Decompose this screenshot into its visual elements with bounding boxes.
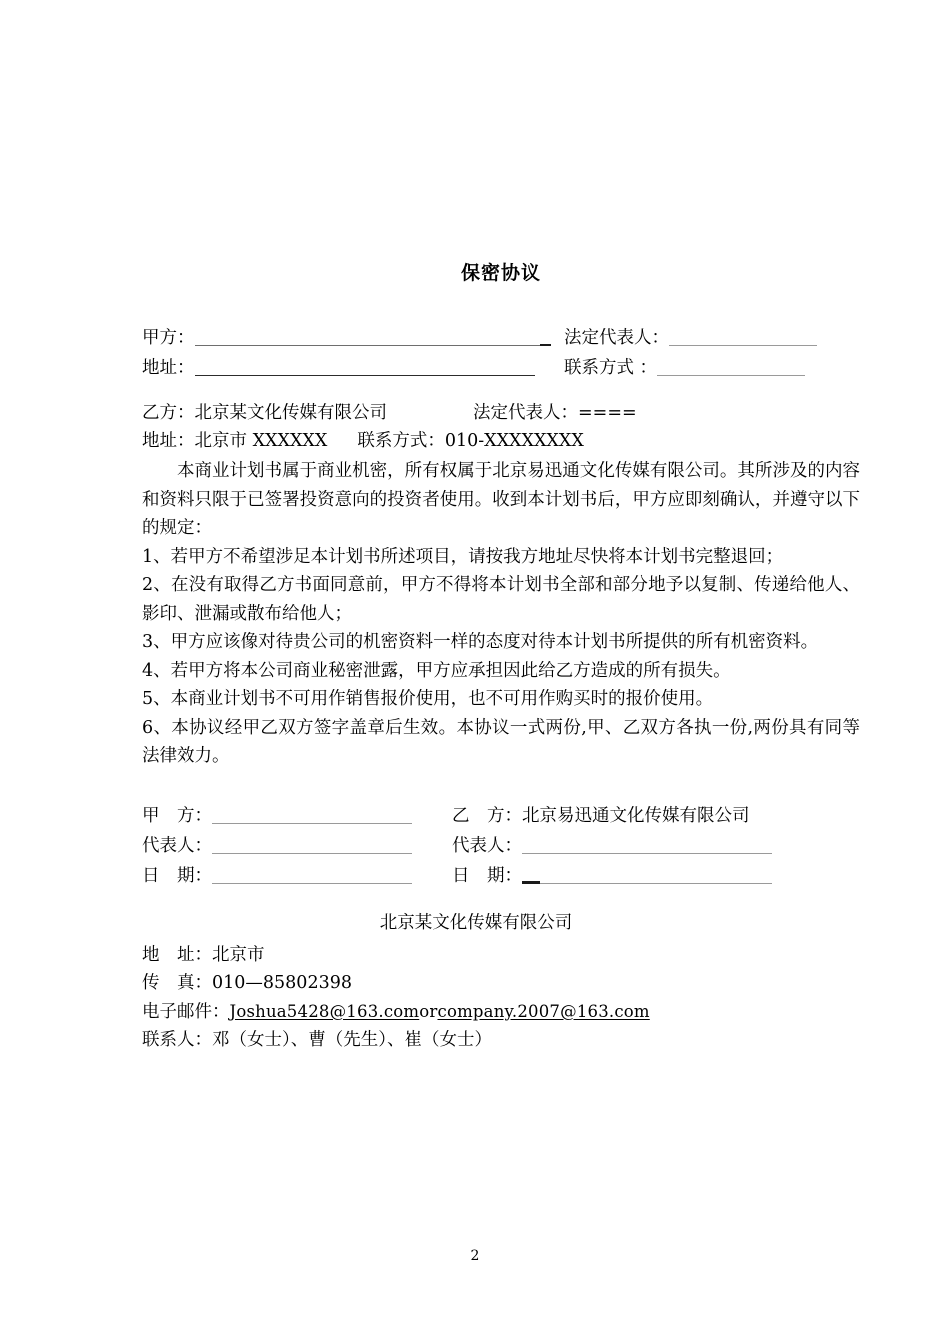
signature-rep-b-label: 代表人： bbox=[452, 835, 522, 856]
signature-block bbox=[142, 797, 860, 887]
document-body bbox=[142, 258, 860, 1055]
footer-contacts-value: 邓（女士）、曹（先生）、崔（女士） bbox=[212, 1030, 492, 1050]
signature-rep-a-group bbox=[142, 832, 452, 857]
footer-address-label: 地 址： bbox=[142, 944, 212, 965]
signature-date-b-label: 日 期： bbox=[452, 865, 522, 886]
signature-party-a-input[interactable] bbox=[212, 806, 412, 824]
clause-1: 1、若甲方不希望涉足本计划书所述项目，请按我方地址尽快将本计划书完整退回； bbox=[142, 546, 784, 567]
page-title: 保密协议 bbox=[460, 262, 541, 284]
party-a-contact-label: 联系方式 ： bbox=[564, 358, 658, 378]
party-a-address-row bbox=[142, 349, 860, 379]
signature-party-a-group bbox=[142, 802, 452, 827]
party-b-name-label: 乙方： bbox=[142, 403, 195, 423]
signature-rep-b-group bbox=[452, 832, 772, 857]
signature-rep-a-label: 代表人： bbox=[142, 835, 212, 856]
signature-date-a-label: 日 期： bbox=[142, 865, 212, 886]
footer-address-value: 北京市 bbox=[212, 944, 265, 965]
clause-2: 2、在没有取得乙方书面同意前，甲方不得将本计划书全部和部分地予以复制、传递给他人、影印、泄漏或散布给他人； bbox=[142, 575, 860, 624]
footer-email-separator: or bbox=[419, 1001, 438, 1021]
page-number: 2 bbox=[470, 1248, 480, 1264]
clause-5: 5、本商业计划书不可用作销售报价使用，也不可用作购买时的报价使用。 bbox=[142, 689, 714, 709]
party-a-legal-rep-input[interactable] bbox=[669, 328, 817, 346]
footer-fax-value: 010—85802398 bbox=[212, 973, 352, 993]
party-b-legal-rep-label: 法定代表人： bbox=[473, 403, 578, 423]
party-a-form bbox=[142, 319, 860, 379]
footer-email-label: 电子邮件： bbox=[142, 1001, 230, 1022]
signature-date-a-group bbox=[142, 862, 452, 887]
party-b-contact-label: 联系方式： bbox=[357, 431, 445, 451]
preamble-paragraph: 本商业计划书属于商业机密，所有权属于北京易迅通文化传媒有限公司。其所涉及的内容和资料只限于已签署投资意向的投资者使用。收到本计划书后，甲方应即刻确认，并遵守以下的规定： bbox=[142, 461, 860, 538]
footer-contact-block bbox=[142, 909, 860, 1055]
signature-party-b-label: 乙 方： bbox=[452, 805, 522, 826]
clause-6: 6、本协议经甲乙双方签字盖章后生效。本协议一式两份,甲、乙双方各执一份,两份具有同等法律效力。 bbox=[142, 717, 860, 766]
party-a-legal-rep-label: 法定代表人： bbox=[564, 328, 669, 348]
signature-rep-b-input[interactable] bbox=[522, 836, 772, 854]
signature-party-a-label: 甲 方： bbox=[142, 805, 212, 826]
footer-company-name: 北京某文化传媒有限公司 bbox=[379, 912, 573, 933]
party-a-contact-group bbox=[564, 354, 805, 379]
party-b-contact-value: 010-XXXXXXXX bbox=[444, 431, 584, 451]
party-b-name-row bbox=[142, 399, 860, 427]
party-b-address-value: 北京市 XXXXXX bbox=[194, 431, 328, 451]
signature-date-a-input[interactable] bbox=[212, 866, 412, 884]
party-b-address-row bbox=[142, 427, 860, 455]
party-b-name-value: 北京某文化传媒有限公司 bbox=[194, 403, 387, 423]
footer-email-primary[interactable]: Joshua5428@163.com bbox=[229, 1001, 420, 1021]
party-b-address-label: 地址： bbox=[142, 431, 195, 451]
footer-contacts-label: 联系人： bbox=[142, 1030, 212, 1050]
footer-email-secondary[interactable]: company.2007@163.com bbox=[437, 1001, 650, 1021]
footer-fax-row bbox=[142, 969, 860, 998]
footer-email-row bbox=[142, 998, 860, 1027]
footer-contacts-row bbox=[142, 1026, 860, 1055]
signature-date-b-group bbox=[452, 862, 772, 887]
party-b-info bbox=[142, 399, 860, 455]
party-b-legal-rep-value: ==== bbox=[578, 403, 637, 423]
signature-rep-row bbox=[142, 827, 860, 857]
footer-address-row bbox=[142, 941, 860, 970]
signature-party-row bbox=[142, 797, 860, 827]
party-a-name-group bbox=[142, 324, 564, 349]
party-a-address-group bbox=[142, 354, 564, 379]
signature-rep-a-input[interactable] bbox=[212, 836, 412, 854]
party-a-legal-rep-group bbox=[564, 324, 817, 349]
signature-party-b-value: 北京易迅通文化传媒有限公司 bbox=[522, 805, 750, 826]
clause-3: 3、甲方应该像对待贵公司的机密资料一样的态度对待本计划书所提供的所有机密资料。 bbox=[142, 632, 819, 652]
signature-date-b-input[interactable] bbox=[522, 866, 772, 884]
footer-fax-label: 传 真： bbox=[142, 973, 212, 993]
party-a-address-input[interactable] bbox=[195, 358, 535, 376]
party-a-address-label: 地址： bbox=[142, 358, 195, 378]
clause-4: 4、若甲方将本公司商业秘密泄露，甲方应承担因此给乙方造成的所有损失。 bbox=[142, 660, 731, 681]
signature-date-row bbox=[142, 857, 860, 887]
party-a-name-label: 甲方： bbox=[142, 328, 195, 348]
party-a-name-row bbox=[142, 319, 860, 349]
party-a-contact-input[interactable] bbox=[657, 358, 805, 376]
party-a-name-input[interactable] bbox=[195, 328, 551, 346]
signature-party-b-group bbox=[452, 802, 750, 827]
